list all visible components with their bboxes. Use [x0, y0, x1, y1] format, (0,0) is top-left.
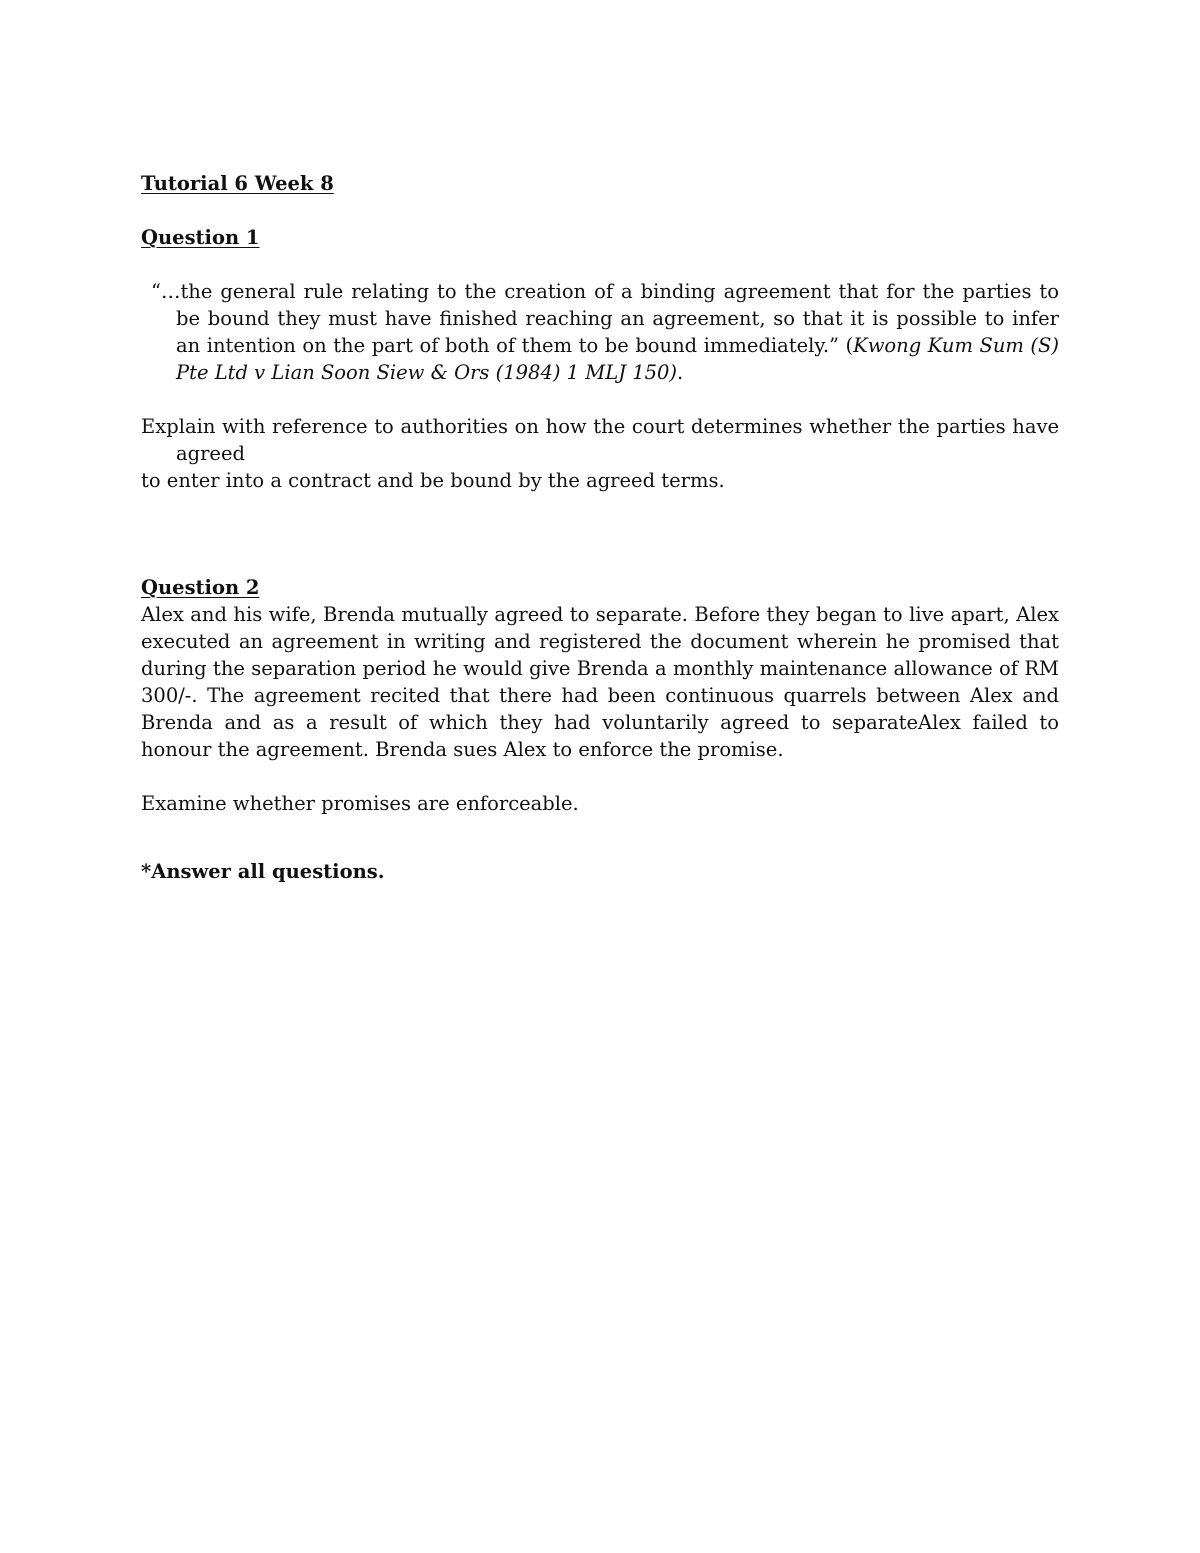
question-1-instruction-line-2: to enter into a contract and be bound by the agreed terms. [141, 469, 725, 492]
question-1-instruction-line-1: Explain with reference to authorities on how the court determines whether the parties have agreed [141, 415, 1059, 465]
section-spacer [141, 494, 1059, 574]
quote-text: “…the general rule relating to the creation of a binding agreement that for the parties to be bound they must have finished reaching an agreement, so that it is possible to infer an intention on the part of both of them to be bound immediately.” ( [151, 280, 1059, 357]
question-2-task: Examine whether promises are enforceable. [141, 792, 579, 815]
document-content [141, 170, 1059, 885]
answer-all-note: *Answer all questions. [141, 860, 385, 883]
question-2-heading: Question 2 [141, 576, 260, 599]
question-1-quote [141, 278, 1059, 386]
question-1-heading: Question 1 [141, 226, 260, 249]
document-title: Tutorial 6 Week 8 [141, 172, 334, 195]
question-2-scenario: Alex and his wife, Brenda mutually agreed to separate. Before they began to live apart, Alex executed an agreement in writing and registered the document wherein he promised that during the separation period he would give Brenda a monthly maintenance allowance of RM 300/-. The agreement recited that there had been continuous quarrels between Alex and Brenda and as a result of which they had voluntarily agreed to separateAlex failed to honour the agreement. Brenda sues Alex to enforce the promise. [141, 603, 1059, 761]
quote-citation: Kwong Kum Sum (S) Pte Ltd v Lian Soon Siew & Ors (1984) 1 MLJ 150) [176, 334, 1059, 384]
quote-end: . [677, 361, 684, 384]
